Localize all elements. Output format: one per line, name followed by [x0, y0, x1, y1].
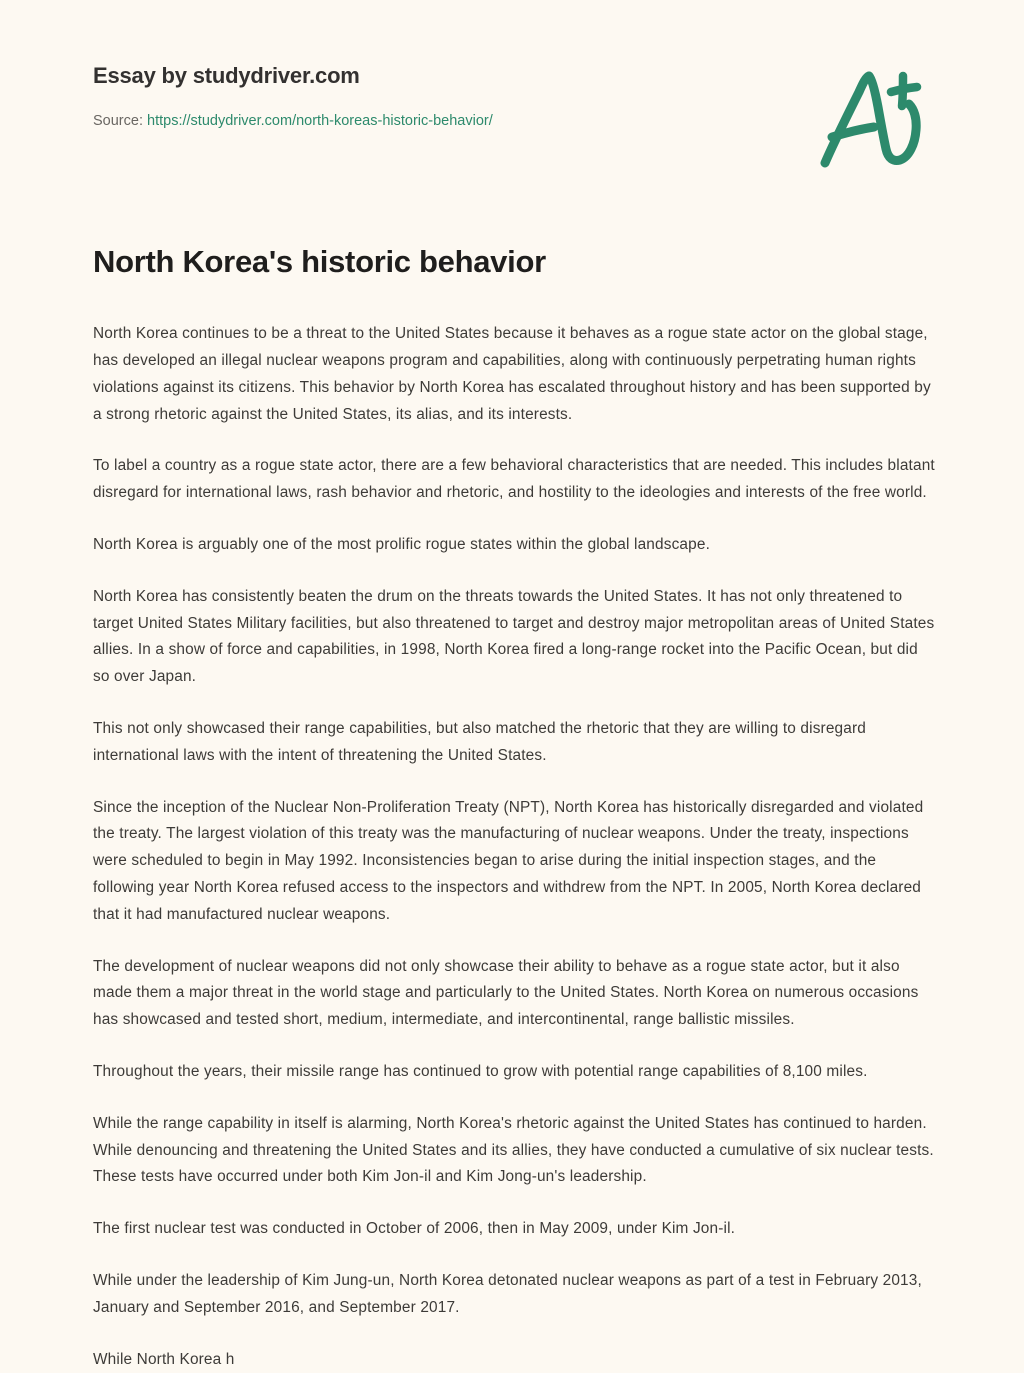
aplus-logo-svg	[812, 66, 936, 170]
essay-byline: Essay by studydriver.com	[93, 62, 793, 91]
article-paragraph: North Korea is arguably one of the most prolific rogue states within the global landscape.	[93, 532, 938, 559]
article-paragraph: North Korea continues to be a threat to the United States because it behaves as a rogue state actor on the global stage, has developed an illegal nuclear weapons program and capabilities, along with continuously perpetrating human rights violations against its citizens. This behavior by North Korea has escalated throughout history and has been supported by a strong rhetoric against the United States, its alias, and its interests.	[93, 321, 938, 428]
article-body	[93, 321, 938, 1373]
article-paragraph-truncated: While North Korea h	[93, 1347, 938, 1373]
article-paragraph: The first nuclear test was conducted in October of 2006, then in May 2009, under Kim Jon-il.	[93, 1216, 938, 1243]
page-header	[0, 0, 1024, 190]
article-paragraph: Since the inception of the Nuclear Non-Proliferation Treaty (NPT), North Korea has historically disregarded and violated the treaty. The largest violation of this treaty was the manufacturing of nuclear weapons. Under the treaty, inspections were scheduled to begin in May 1992. Inconsistencies began to arise during the initial inspection stages, and the following year North Korea refused access to the inspectors and withdrew from the NPT. In 2005, North Korea declared that it had manufactured nuclear weapons.	[93, 795, 938, 929]
article-paragraph: To label a country as a rogue state actor, there are a few behavioral characteristics that are needed. This includes blatant disregard for international laws, rash behavior and rhetoric, and hostility to the ideologies and interests of the free world.	[93, 453, 938, 507]
source-line	[93, 111, 793, 131]
article-paragraph: While the range capability in itself is alarming, North Korea's rhetoric against the United States has continued to harden. While denouncing and threatening the United States and its allies, they have conducted a cumulative of six nuclear tests. These tests have occurred under both Kim Jon-il and Kim Jong-un's leadership.	[93, 1111, 938, 1191]
studydriver-aplus-logo-icon[interactable]	[812, 66, 936, 170]
article-container	[93, 243, 938, 1373]
source-url-link[interactable]: https://studydriver.com/north-koreas-historic-behavior/	[147, 113, 493, 129]
article-paragraph: North Korea has consistently beaten the drum on the threats towards the United States. It has not only threatened to target United States Military facilities, but also threatened to target and destroy major metropolitan areas of United States allies. In a show of force and capabilities, in 1998, North Korea fired a long-range rocket into the Pacific Ocean, but did so over Japan.	[93, 584, 938, 691]
header-text-block	[93, 62, 793, 131]
article-paragraph: This not only showcased their range capabilities, but also matched the rhetoric that they are willing to disregard international laws with the intent of threatening the United States.	[93, 716, 938, 770]
article-paragraph: Throughout the years, their missile range has continued to grow with potential range capabilities of 8,100 miles.	[93, 1059, 938, 1086]
source-label: Source:	[93, 113, 143, 129]
page-title: North Korea's historic behavior	[93, 243, 938, 280]
article-paragraph: The development of nuclear weapons did not only showcase their ability to behave as a rogue state actor, but it also made them a major threat in the world stage and particularly to the United States. North Korea on numerous occasions has showcased and tested short, medium, intermediate, and intercontinental, range ballistic missiles.	[93, 954, 938, 1034]
article-paragraph: While under the leadership of Kim Jung-un, North Korea detonated nuclear weapons as part of a test in February 2013, January and September 2016, and September 2017.	[93, 1268, 938, 1322]
